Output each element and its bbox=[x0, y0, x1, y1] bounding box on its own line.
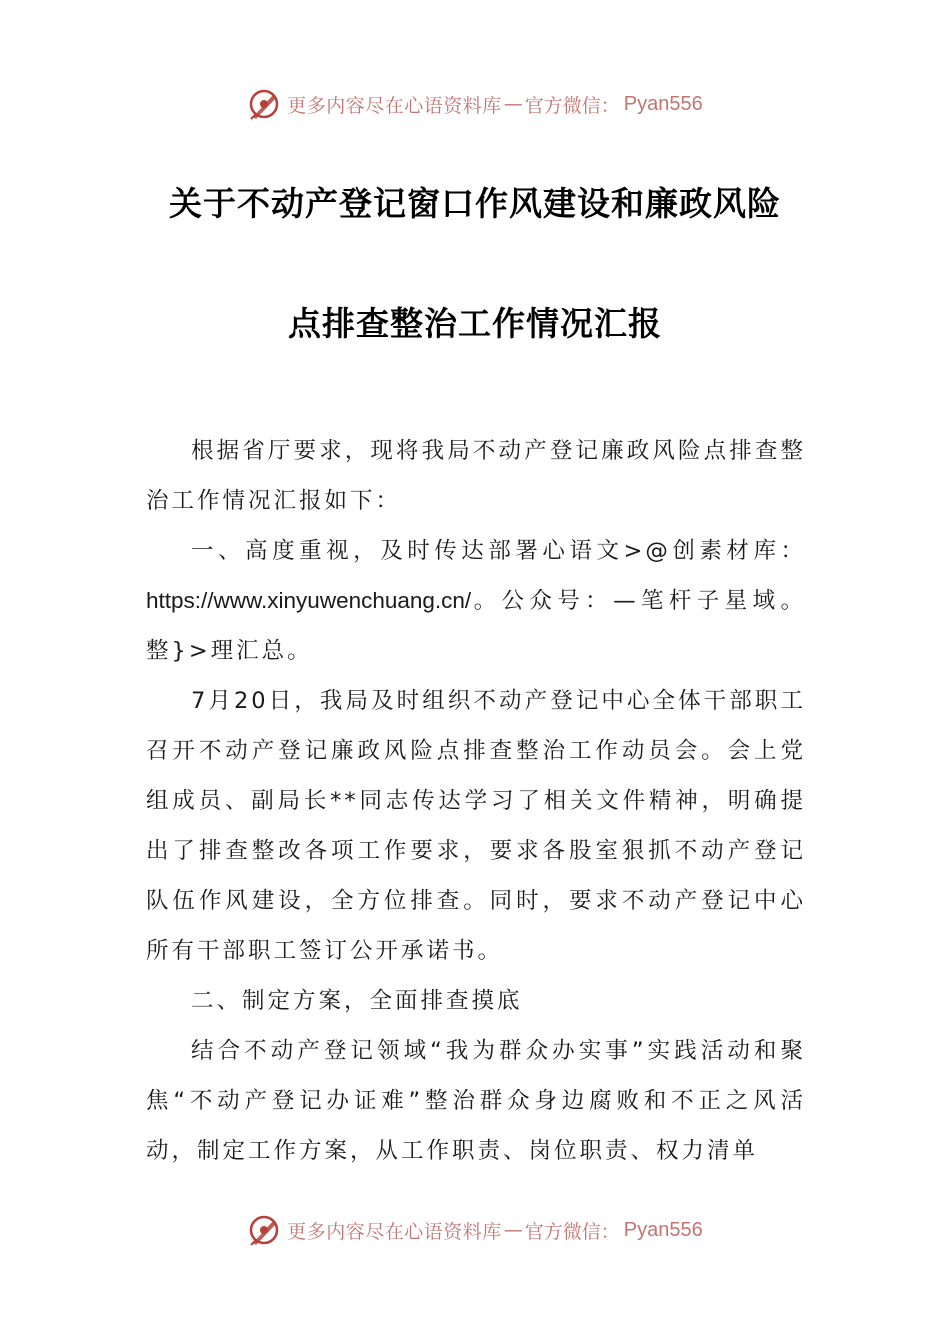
paragraph-section-1 bbox=[146, 526, 806, 676]
paragraph-section-2-heading: 二、制定方案，全面排查摸底 bbox=[191, 988, 523, 1014]
watermark-text: 更多内容尽在心语资料库 bbox=[287, 1220, 502, 1243]
source-url: https://www.xinyuwenchuang.cn/ bbox=[146, 588, 472, 613]
section-1-heading: 一、高度重视，及时传达部署心语文>@创素材库： bbox=[191, 538, 806, 564]
watermark-banner-top bbox=[0, 84, 950, 124]
section-1-tail: 。公众号：—笔杆子星域。整}>理汇总。 bbox=[146, 588, 806, 664]
paragraph-meeting: 7月20日，我局及时组织不动产登记中心全体干部职工召开不动产登记廉政风险点排查整治工作动员会。会上党组成员、副局长**同志传达学习了相关文件精神，明确提出了排查整改各项工作要求，要求各股室狠抓不动产登记队伍作风建设，全方位排查。同时，要求不动产登记中心所有干部职工签订公开承诺书。 bbox=[146, 688, 806, 964]
document-title-line-1: 关于不动产登记窗口作风建设和廉政风险 bbox=[169, 184, 781, 223]
document-body bbox=[146, 426, 806, 1176]
document-title-line-2: 点排查整治工作情况汇报 bbox=[288, 304, 662, 343]
paragraph-plan: 结合不动产登记领域“我为群众办实事”实践活动和聚焦“不动产登记办证难”整治群众身边腐败和不正之风活动，制定工作方案，从工作职责、岗位职责、权力清单 bbox=[146, 1038, 806, 1164]
paragraph-intro: 根据省厅要求，现将我局不动产登记廉政风险点排查整治工作情况汇报如下： bbox=[146, 438, 806, 514]
watermark-banner-bottom bbox=[0, 1210, 950, 1250]
watermark-official-label: 官方微信： bbox=[524, 1220, 620, 1243]
pen-circle-logo-icon bbox=[247, 87, 281, 121]
watermark-text: 更多内容尽在心语资料库 bbox=[287, 94, 502, 117]
pen-circle-logo-icon bbox=[247, 1213, 281, 1247]
watermark-dash: — bbox=[503, 93, 523, 115]
watermark-wechat-id: Pyan556 bbox=[623, 1218, 703, 1241]
watermark-dash: — bbox=[503, 1219, 523, 1241]
watermark-official-label: 官方微信： bbox=[524, 94, 620, 117]
watermark-wechat-id: Pyan556 bbox=[623, 92, 703, 115]
